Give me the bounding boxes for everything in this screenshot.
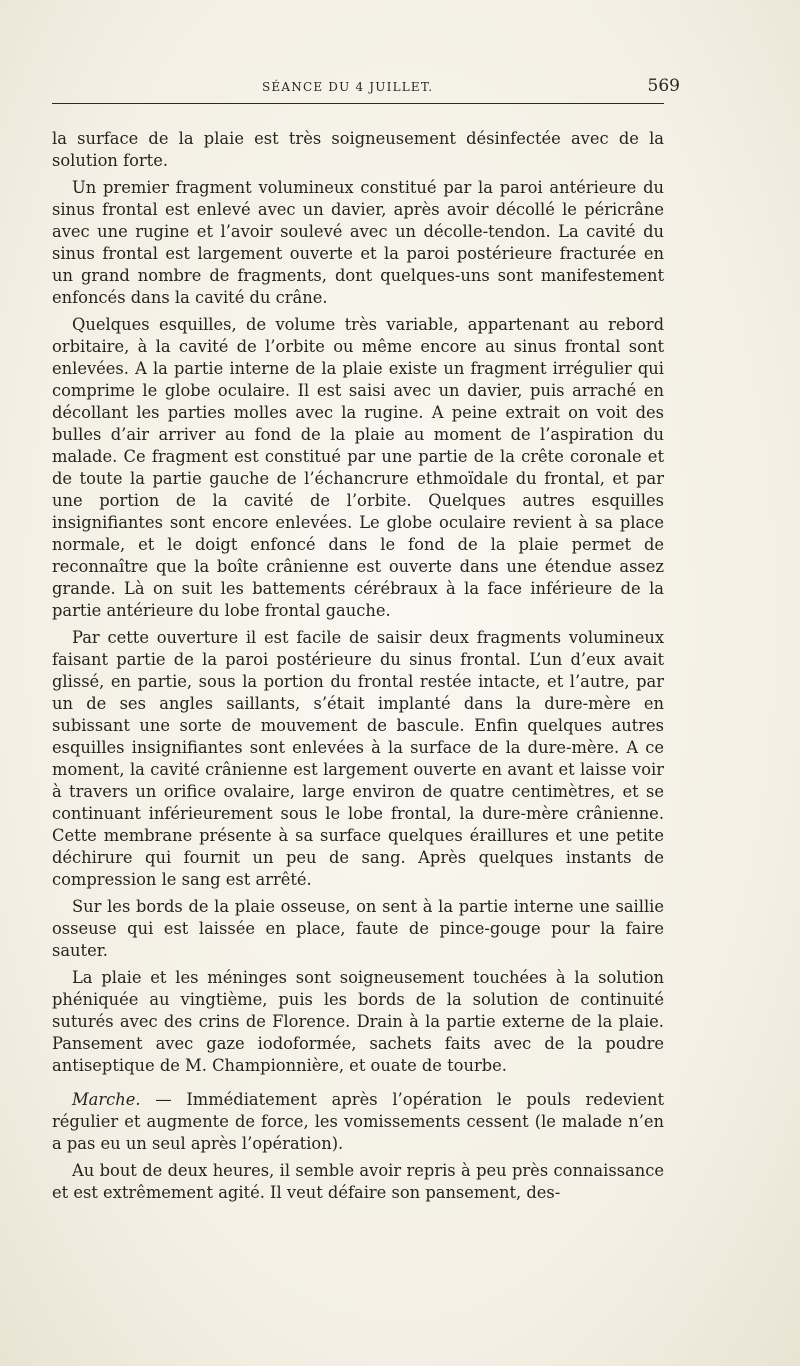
body-text <box>52 128 664 1209</box>
marche-text: — Immédiatement après l’opération le pouls redevient régulier et augmente de force, les vomissements cessent (le malade n’en a pas eu un seul après l’opération). <box>52 1090 664 1153</box>
marche-label: Marche. <box>72 1090 141 1109</box>
paragraph-premier-fragment: Un premier fragment volumineux constitué par la paroi antérieure du sinus frontal est enlevé avec un davier, après avoir décollé le péricrâne avec une rugine et l’avoir soulevé avec un décolle-tendon. La cavité du sinus frontal est largement ouverte et la paroi postérieure fracturée en un grand nombre de fragments, dont quelques-uns sont manifestement enfoncés dans la cavité du crâne. <box>52 178 664 307</box>
paragraph-bords-plaie: Sur les bords de la plaie osseuse, on sent à la partie interne une saillie osseuse qui est laissée en place, faute de pince-gouge pour la faire sauter. <box>52 897 664 960</box>
paragraph-meninges: La plaie et les méninges sont soigneusement touchées à la solution phéniquée au vingtième, puis les bords de la solution de continuité suturés avec des crins de Florence. Drain à la partie externe de la plaie. Pansement avec gaze iodoformée, sachets faits avec de la poudre antiseptique de M. Championnière, et ouate de tourbe. <box>52 968 664 1075</box>
header-rule <box>52 103 664 104</box>
paragraph-esquilles: Quelques esquilles, de volume très variable, appartenant au rebord orbitaire, à la cavité de l’orbite ou même encore au sinus frontal sont enlevées. A la partie interne de la plaie existe un fragment irrégulier qui comprime le globe oculaire. Il est saisi avec un davier, puis arraché en décollant les parties molles avec la rugine. A peine extrait on voit des bulles d’air arriver au fond de la plaie au moment de l’aspiration du malade. Ce fragment est constitué par une partie de la crête coronale et de toute la partie gauche de l’échancrure ethmoïdale du frontal, et par une portion de la cavité de l’orbite. Quelques autres esquilles insignifiantes sont encore enlevées. Le globe oculaire revient à sa place normale, et le doigt enfoncé dans le fond de la plaie permet de reconnaître que la boîte crânienne est ouverte dans une étendue assez grande. Là on suit les battements cérébraux à la face inférieure de la partie antérieure du lobe frontal gauche. <box>52 315 664 620</box>
paragraph-marche <box>52 1089 664 1155</box>
paragraph-continuation: la surface de la plaie est très soigneusement désinfectée avec de la solution forte. <box>52 129 664 170</box>
paragraph-ouverture: Par cette ouverture il est facile de saisir deux fragments volumineux faisant partie de la paroi postérieure du sinus frontal. L’un d’eux avait glissé, en partie, sous la portion du frontal restée intacte, et l’autre, par un de ses angles saillants, s’était implanté dans la dure-mère en subissant une sorte de mouvement de bascule. Enfin quelques autres esquilles insignifiantes sont enlevées à la surface de la dure-mère. A ce moment, la cavité crânienne est largement ouverte en avant et laisse voir à travers un orifice ovalaire, large environ de quatre centimètres, et se continuant inférieurement sous le lobe frontal, la dure-mère crânienne. Cette membrane présente à sa surface quelques éraillures et une petite déchirure qui fournit un peu de sang. Après quelques instants de compression le sang est arrêté. <box>52 628 664 889</box>
running-header <box>52 76 680 98</box>
paragraph-deux-heures: Au bout de deux heures, il semble avoir repris à peu près connaissance et est extrêmement agité. Il veut défaire son pansement, des- <box>52 1161 664 1202</box>
running-title: SÉANCE DU 4 JUILLET. <box>262 80 434 94</box>
page-number: 569 <box>647 76 680 96</box>
